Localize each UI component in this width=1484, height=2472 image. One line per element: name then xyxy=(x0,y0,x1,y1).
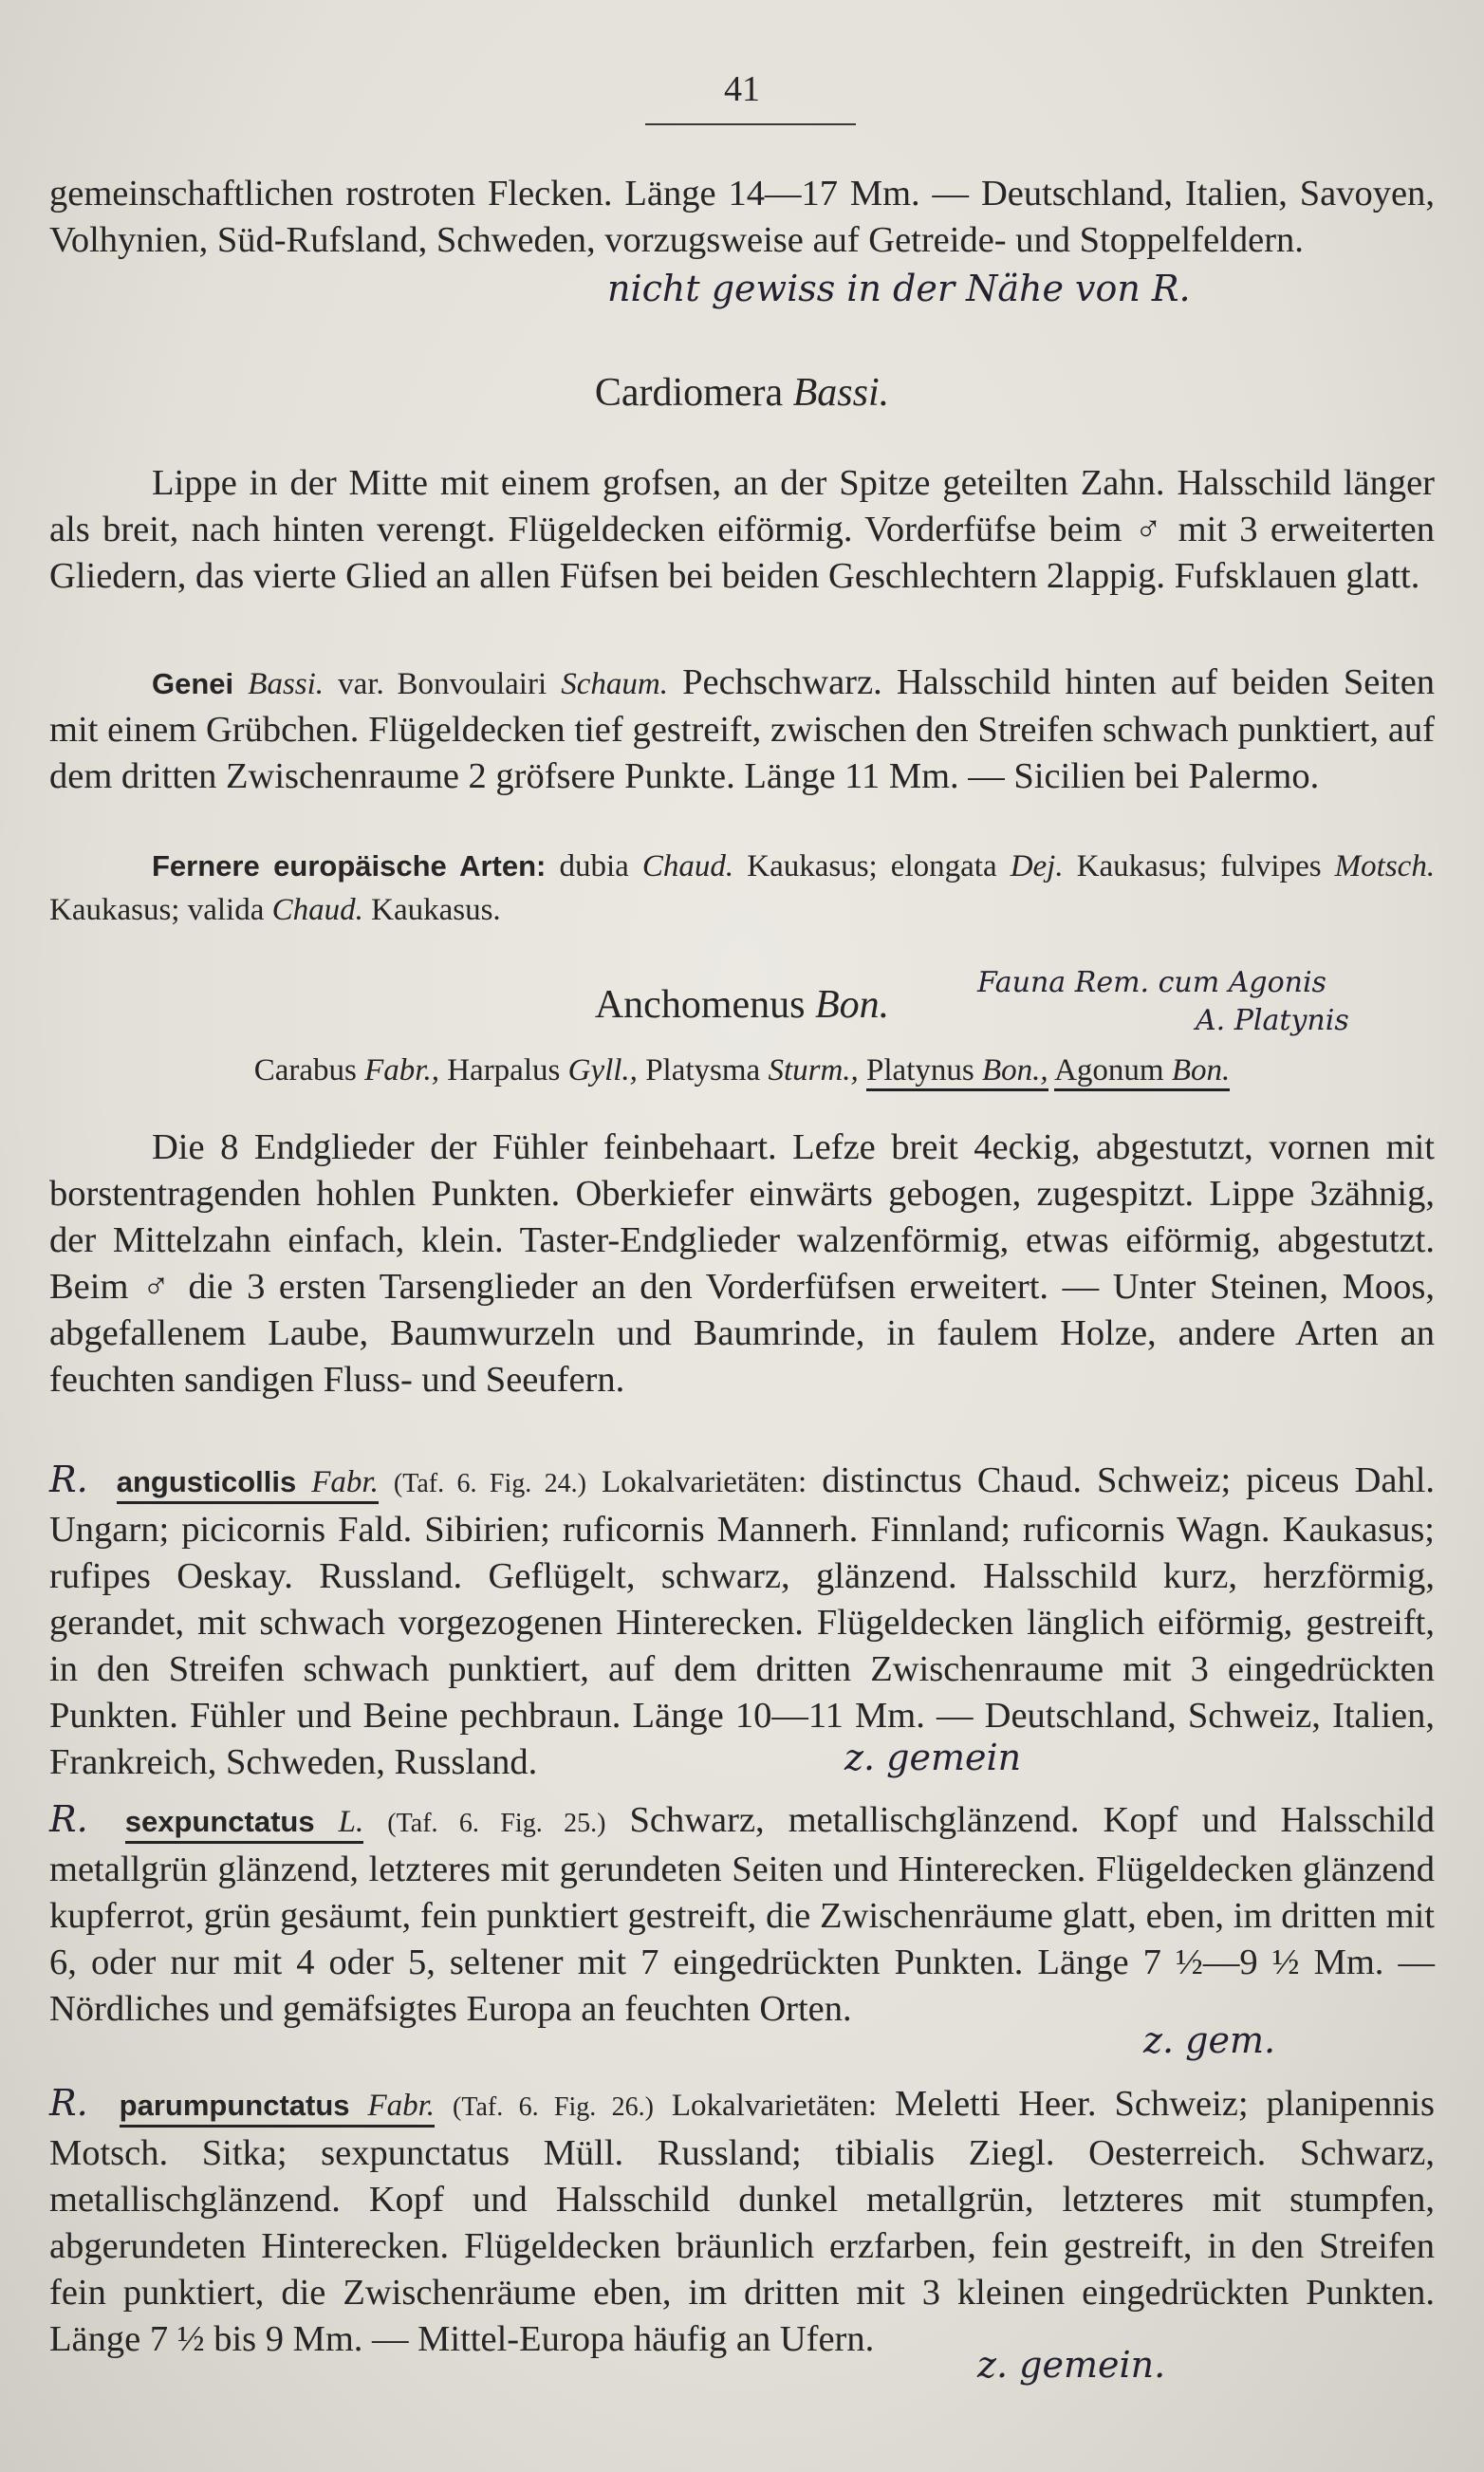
species-name: Genei xyxy=(152,667,234,700)
handwritten-note: z. gemein. xyxy=(977,2344,1166,2386)
variety-author: Schaum. xyxy=(561,667,668,701)
species-parumpunctatus xyxy=(49,2080,1435,2363)
synonym-underlined xyxy=(866,1053,1048,1091)
handwritten-mark: R. xyxy=(49,1459,88,1500)
species-name: angusticollis xyxy=(116,1465,297,1498)
species-author: Bassi. xyxy=(248,667,325,701)
plate-reference: (Taf. 6. Fig. 25.) xyxy=(387,1809,606,1838)
intro-paragraph xyxy=(49,171,1435,264)
other-species-author: Dej. xyxy=(1010,849,1064,883)
anchomenus-description: Die 8 Endglieder der Fühler feinbehaart. Lefze breit 4eckig, abgestutzt, vornen mit borstentragenden hohlen Punkten. Oberkiefer einwärts gebogen, zugespitzt. Lippe 3zähnig, der Mittelzahn einfach, klein. Taster-Endglieder walzenförmig, etwas eiförmig, abgestutzt. Beim ♂ die 3 ersten Tarsenglieder an den Vorderfüfsen erweitert. — Unter Steinen, Moos, abgefallenem Laube, Baumwurzeln und Baumrinde, in faulem Holze, andere Arten an feuchten sandigen Fluss- und Seeufern. xyxy=(49,1127,1435,1400)
species-genei xyxy=(49,660,1435,800)
other-species-author: Motsch. xyxy=(1334,849,1436,883)
synonym: Carabus xyxy=(253,1053,357,1087)
handwritten-note: z. gemein xyxy=(844,1737,1022,1778)
local-varieties-label: Lokalvarietäten: xyxy=(671,2089,878,2123)
handwritten-note: z. gem. xyxy=(1143,2019,1276,2061)
synonym-author: Bon., xyxy=(981,1053,1048,1087)
species-sexpunctatus xyxy=(49,1796,1435,2033)
synonym-author: Gyll., xyxy=(567,1053,638,1087)
synonym: Harpalus xyxy=(447,1053,561,1087)
handwritten-note-intro: nicht gewiss in der Nähe von R. xyxy=(607,268,1191,309)
genus-name: Cardiomera xyxy=(594,371,784,415)
synonym: Platynus xyxy=(866,1053,974,1087)
genus-author: Bon. xyxy=(814,983,890,1027)
synonym-author: Fabr., xyxy=(364,1053,439,1087)
local-varieties-label: Lokalvarietäten: xyxy=(602,1465,807,1499)
other-species-text: Kaukasus. xyxy=(371,893,501,927)
other-species-text: Kaukasus; valida xyxy=(49,893,265,927)
genus-name: Anchomenus xyxy=(594,983,806,1027)
page-number: 41 xyxy=(724,69,760,109)
handwritten-note-platynis: A. Platynis xyxy=(1196,1004,1349,1037)
cardiomera-description: Lippe in der Mitte mit einem grofsen, an der Spitze geteilten Zahn. Halsschild länger als breit, nach hinten verengt. Flügeldecken eiförmig. Vorderfüfse beim ♂ mit 3 erweiterten Gliedern, das vierte Glied an allen Füfsen bei beiden Geschlechtern 2lappig. Fufsklauen glatt. xyxy=(49,463,1435,596)
other-species-author: Chaud. xyxy=(641,849,734,883)
plate-reference: (Taf. 6. Fig. 24.) xyxy=(393,1469,586,1498)
species-author: L. xyxy=(338,1805,364,1839)
other-species-text: dubia xyxy=(559,849,629,883)
other-species-label: Fernere europäische Arten: xyxy=(152,849,547,883)
genus-author: Bassi. xyxy=(792,371,890,415)
species-description: distinctus Chaud. Schweiz; piceus Dahl. Ungarn; picicornis Fald. Sibirien; ruficornis Mannerh. Finnland; ruficornis Wagn. Kaukasus; rufipes Oeskay. Russland. Geflügelt, schwarz, glänzend. Halsschild kurz, herzförmig, gerandet, mit schwach vorgezogenen Hinterecken. Flügeldecken länglich eiförmig, gestreift, in den Streifen schwach punktiert, auf dem dritten Zwischenraume mit 3 eingedrückten Punkten. Fühler und Beine pechbraun. Länge 10—11 Mm. — Deutschland, Schweiz, Italien, Frankreich, Schweden, Russland. xyxy=(49,1460,1436,1782)
synonym-author: Sturm., xyxy=(768,1053,859,1087)
species-angusticollis xyxy=(49,1457,1435,1786)
other-species xyxy=(49,845,1435,932)
other-species-author: Chaud. xyxy=(271,893,363,927)
species-description: Pechschwarz. Halsschild hinten auf beiden Seiten mit einem Grübchen. Flügeldecken tief gestreift, zwischen den Streifen schwach punktiert, auf dem dritten Zwischenraume 2 gröfsere Punkte. Länge 11 Mm. — Sicilien bei Palermo. xyxy=(49,662,1436,796)
handwritten-mark: R. xyxy=(49,1798,88,1840)
anchomenus-synonyms xyxy=(49,1053,1435,1088)
variety-name: var. Bonvoulairi xyxy=(338,667,547,701)
species-name: sexpunctatus xyxy=(124,1805,315,1838)
handwritten-mark: R. xyxy=(49,2082,88,2124)
synonym: Agonum xyxy=(1054,1053,1164,1087)
species-description: Schwarz, metallischglänzend. Kopf und Halsschild metallgrün glänzend, letzteres mit gerundeten Seiten und Hinterecken. Flügeldecken glänzend kupferrot, grün gesäumt, fein punktiert gestreift, die Zwischenräume glatt, eben, im dritten mit 6, oder nur mit 4 oder 5, seltener mit 7 eingedrückten Punkten. Länge 7 ½—9 ½ Mm. — Nördliches und gemäfsigtes Europa an feuchten Orten. xyxy=(49,1800,1436,2029)
handwritten-note-fauna: Fauna Rem. cum Agonis xyxy=(977,966,1326,999)
synonym: Platysma xyxy=(645,1053,761,1087)
synonym-author: Bon. xyxy=(1171,1053,1231,1087)
other-species-text: Kaukasus; elongata xyxy=(747,849,997,883)
species-name: parumpunctatus xyxy=(119,2089,350,2122)
species-author: Fabr. xyxy=(311,1465,379,1499)
species-author: Fabr. xyxy=(367,2089,436,2123)
genus-heading-cardiomera xyxy=(0,370,1484,416)
species-description: Meletti Heer. Schweiz; planipennis Motsch. Sitka; sexpunctatus Müll. Russland; tibialis Ziegl. Oesterreich. Schwarz, metallischglänzend. Kopf und Halsschild dunkel metallgrün, letzteres mit stumpfen, abgerundeten Hinterecken. Flügeldecken bräunlich erzfarben, fein gestreift, in den Streifen fein punktiert, die Zwischenräume eben, im dritten mit 3 kleinen eingedrückten Punkten. Länge 7 ½ bis 9 Mm. — Mittel-Europa häufig an Ufern. xyxy=(49,2084,1436,2359)
intro-text: gemeinschaftlichen rostroten Flecken. Länge 14—17 Mm. — Deutschland, Italien, Savoyen, Volhynien, Süd-Rufsland, Schweden, vorzugsweise auf Getreide- und Stoppelfeldern. xyxy=(49,174,1435,260)
other-species-text: Kaukasus; fulvipes xyxy=(1076,849,1322,883)
synonym-underlined xyxy=(1054,1053,1230,1091)
page-number-rule xyxy=(645,123,856,125)
plate-reference: (Taf. 6. Fig. 26.) xyxy=(453,2092,654,2122)
